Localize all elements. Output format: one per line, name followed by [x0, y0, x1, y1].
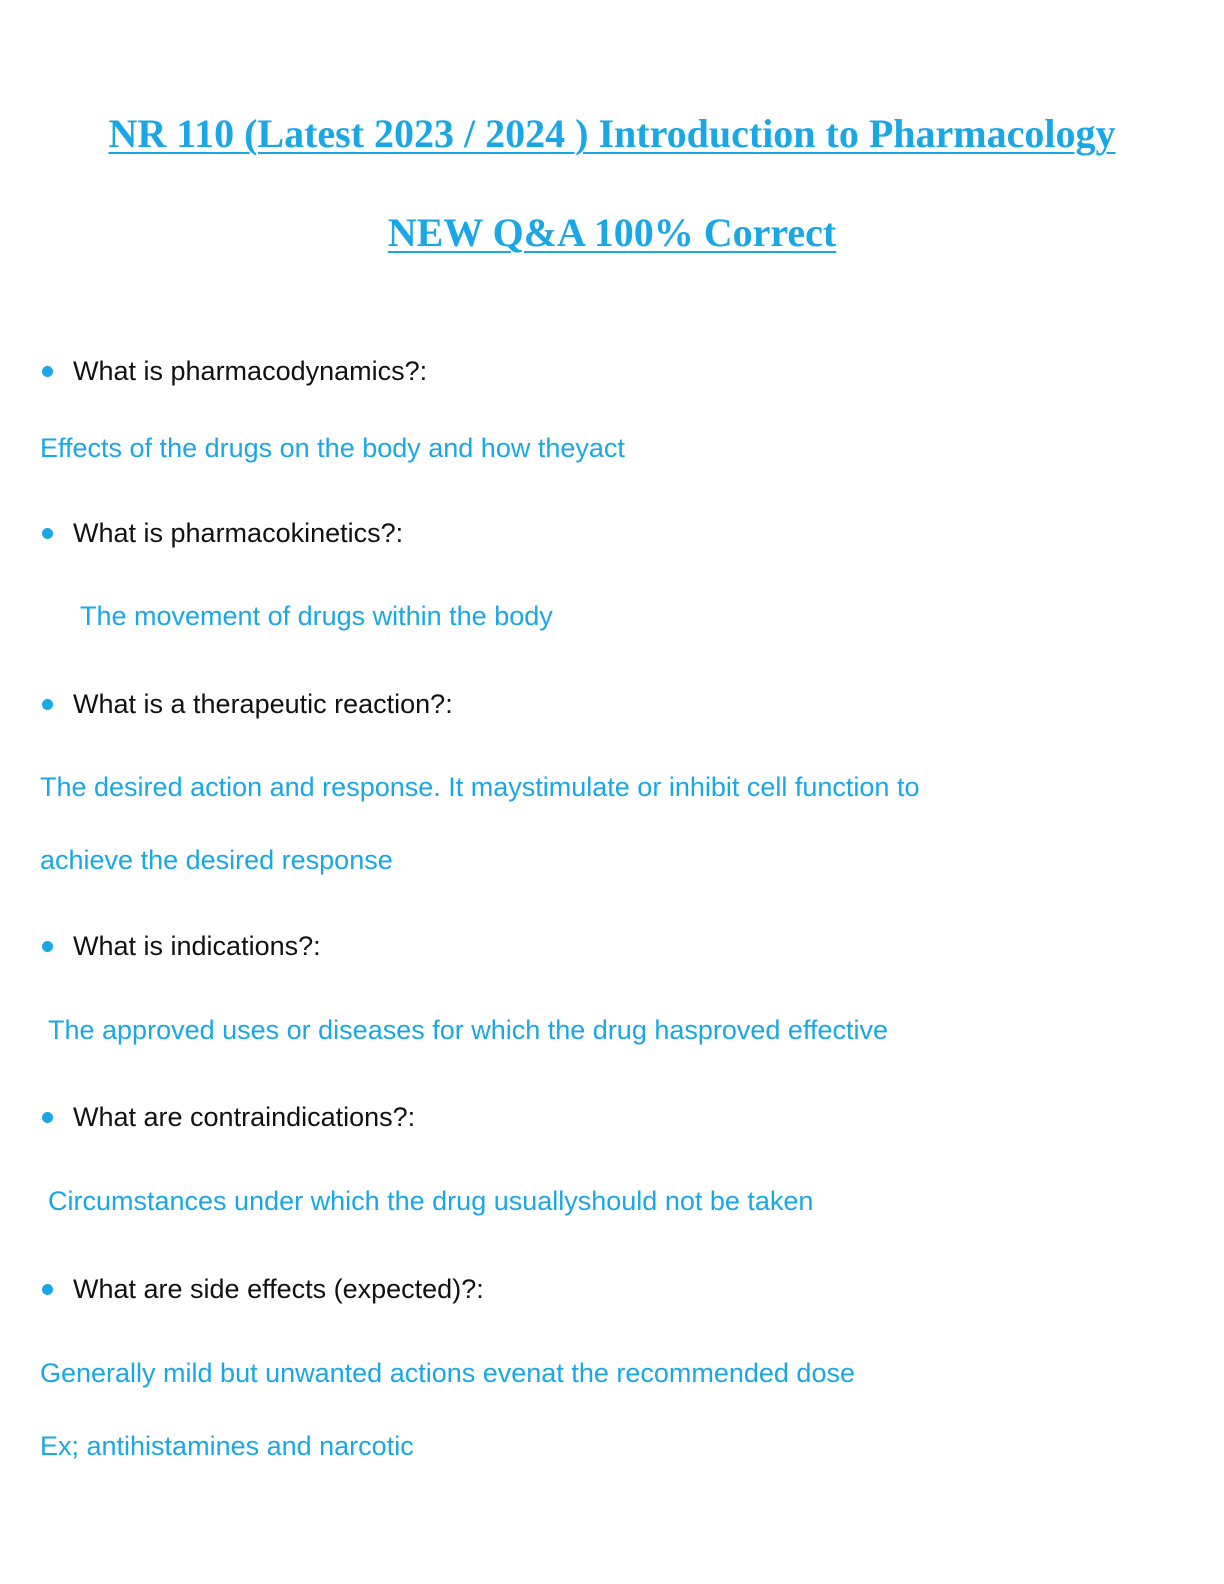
- answer-text: The movement of drugs within the body: [80, 601, 553, 631]
- bullet-icon: [42, 1112, 53, 1123]
- answer-text: Circumstances under which the drug usuallyshould not be taken: [48, 1186, 814, 1216]
- question-text: What is pharmacodynamics?:: [73, 355, 428, 386]
- document-subtitle: [0, 209, 1224, 257]
- answer-text: Effects of the drugs on the body and how theyact: [40, 433, 625, 463]
- question-item: [40, 1099, 415, 1135]
- question-text: What are side effects (expected)?:: [73, 1273, 484, 1304]
- question-text: What is pharmacokinetics?:: [73, 517, 404, 548]
- document-subtitle-text: NEW Q&A 100% Correct: [387, 210, 837, 255]
- question-text: What is a therapeutic reaction?:: [73, 688, 453, 719]
- bullet-icon: [42, 941, 53, 952]
- bullet-icon: [42, 699, 53, 710]
- answer-text: Ex; antihistamines and narcotic: [40, 1431, 414, 1461]
- document-title-text: NR 110 (Latest 2023 / 2024 ) Introduction to Pharmacology: [108, 111, 1116, 156]
- question-item: [40, 1271, 484, 1307]
- answer-text: The desired action and response. It maystimulate or inhibit cell function to: [40, 772, 920, 802]
- question-item: [40, 515, 403, 551]
- question-item: [40, 686, 453, 722]
- bullet-icon: [42, 1284, 53, 1295]
- question-text: What are contraindications?:: [73, 1101, 416, 1132]
- question-item: [40, 353, 427, 389]
- answer-text: achieve the desired response: [40, 845, 393, 875]
- bullet-icon: [42, 528, 53, 539]
- document-title: [0, 110, 1224, 158]
- bullet-icon: [42, 366, 53, 377]
- answer-text: The approved uses or diseases for which the drug hasproved effective: [48, 1015, 888, 1045]
- question-item: [40, 928, 321, 964]
- answer-text: Generally mild but unwanted actions evenat the recommended dose: [40, 1358, 855, 1388]
- question-text: What is indications?:: [73, 930, 321, 961]
